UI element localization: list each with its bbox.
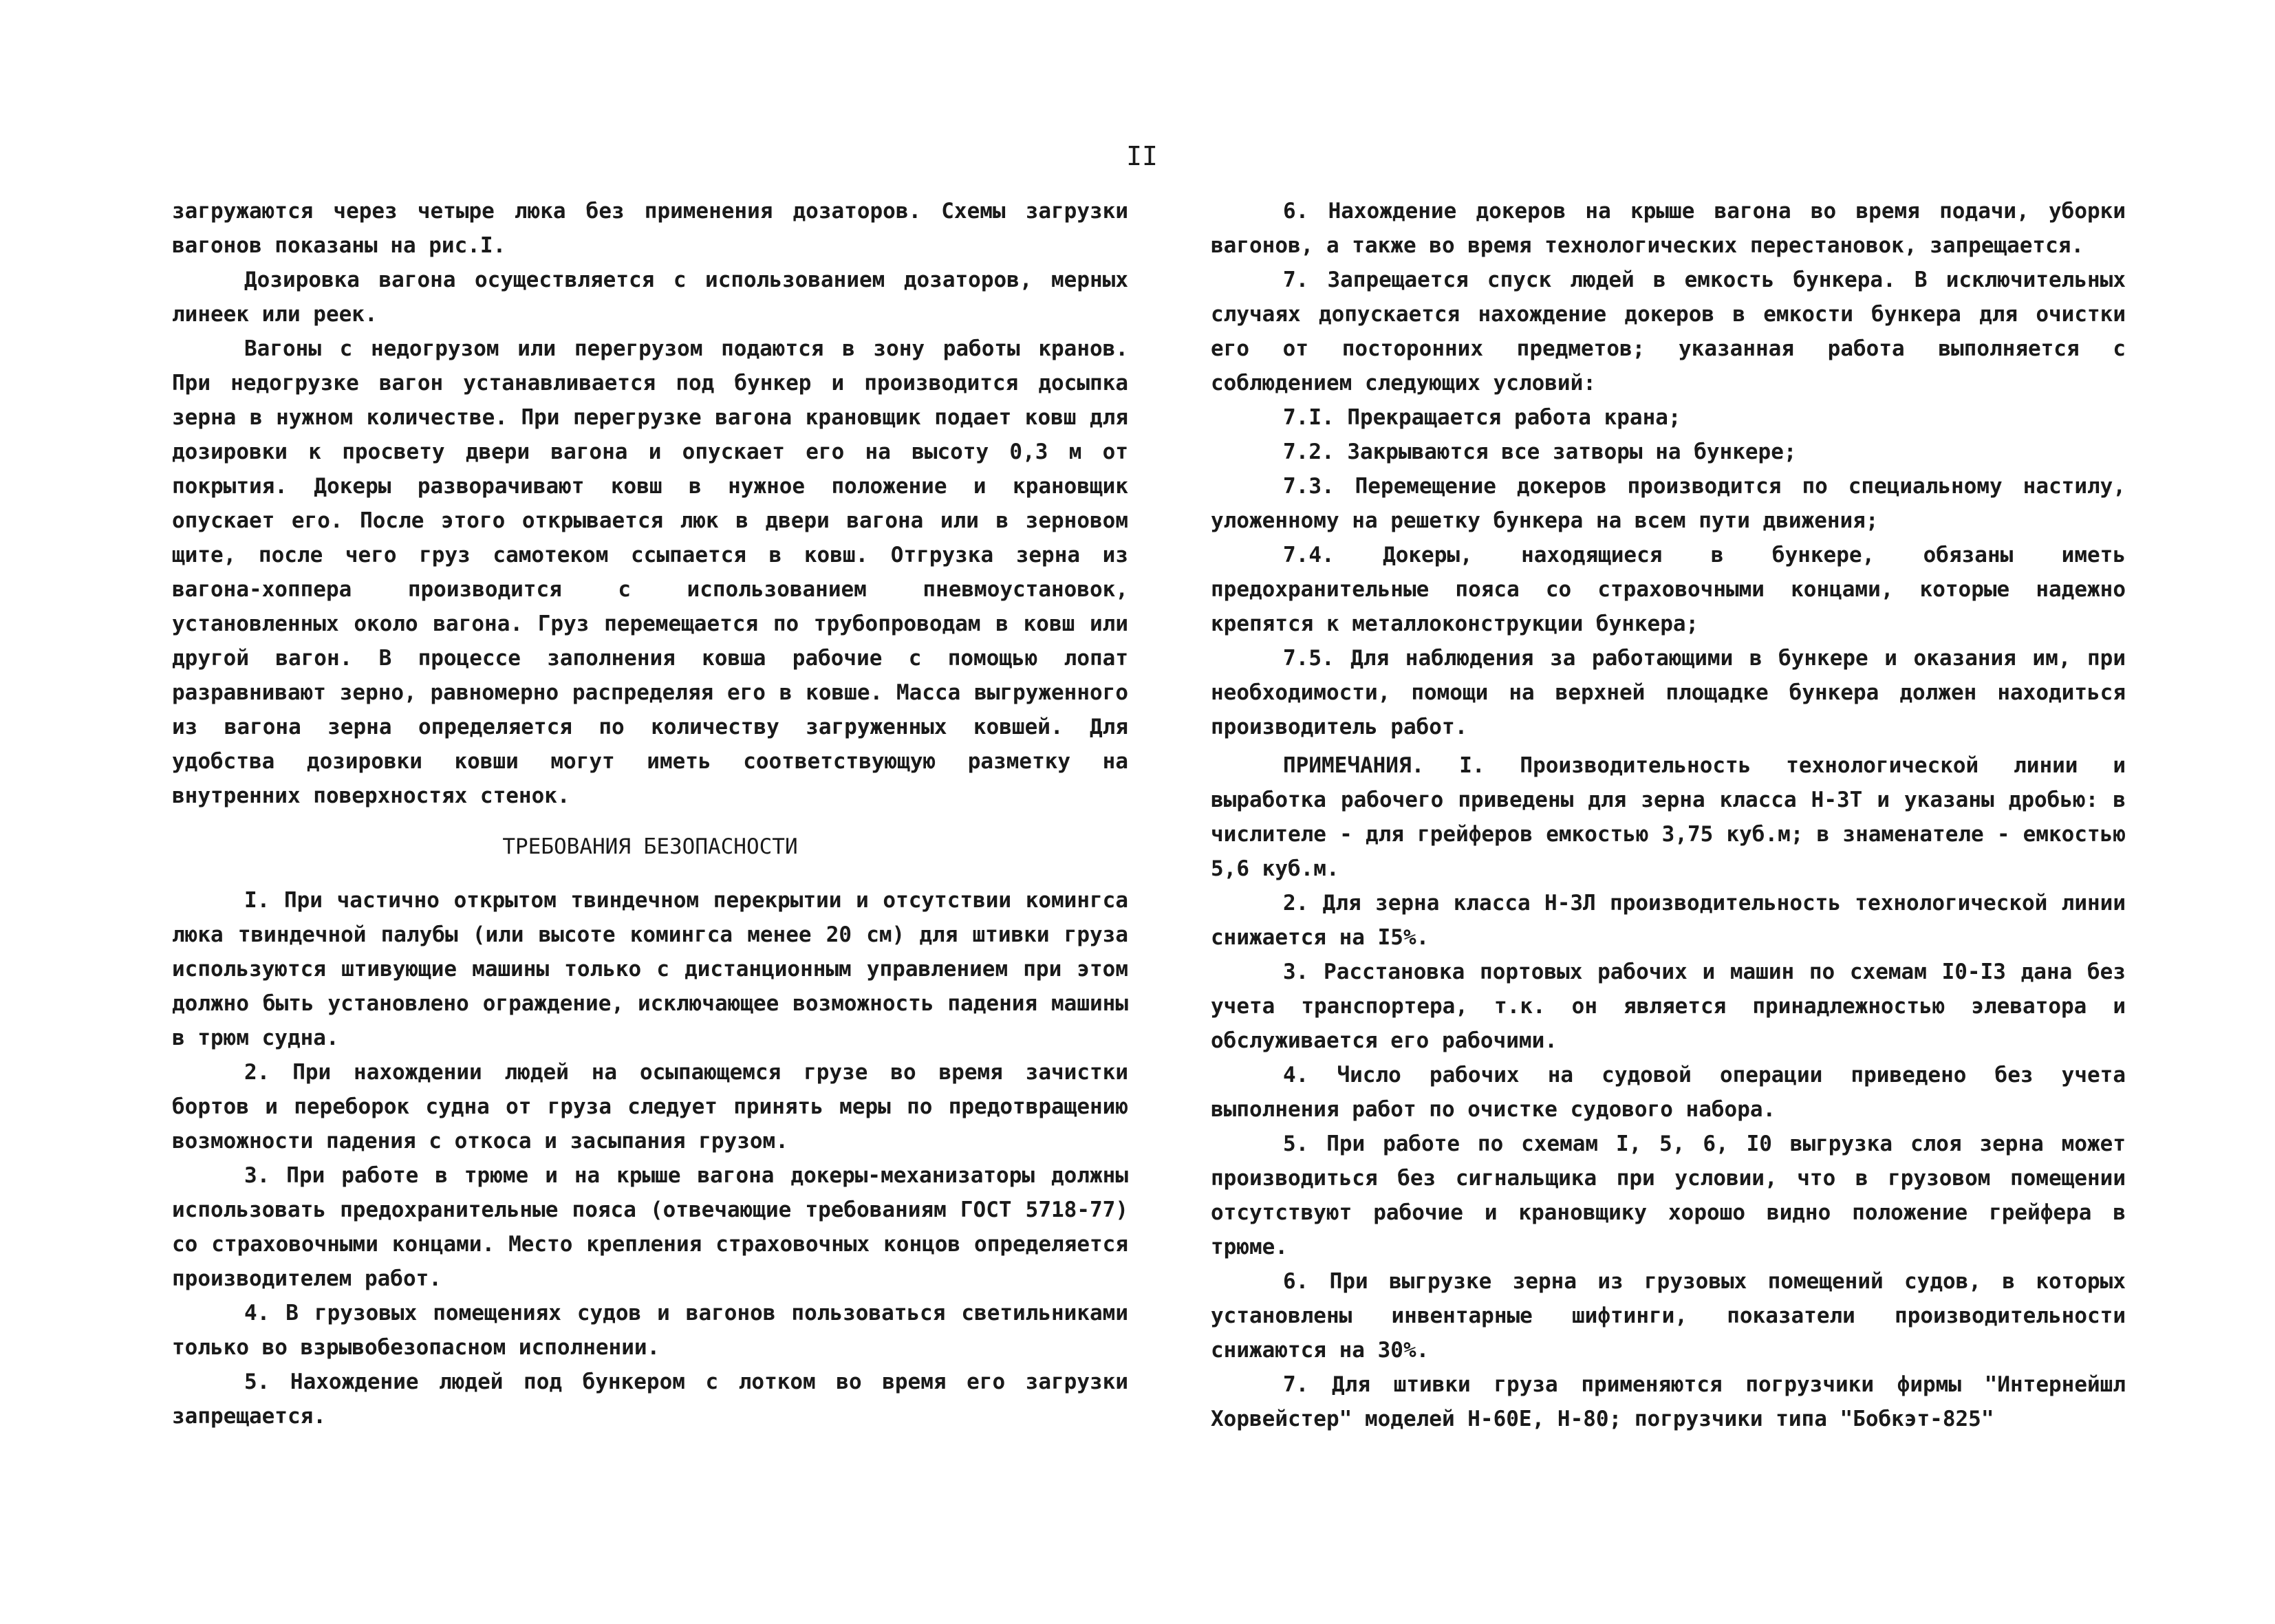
- note: 3. Расстановка портовых рабочих и машин по схемам I0-I3 дана без учета транспортера, т.к. он является принадлежностью элеватора и обслуживается его рабочими.: [1211, 960, 2126, 1053]
- safety-item: 4. В грузовых помещениях судов и вагонов пользоваться светильниками только во взрывобезопасном исполнении.: [172, 1301, 1128, 1360]
- note: 2. Для зерна класса Н-3Л производительность технологической линии снижается на I5%.: [1211, 891, 2126, 950]
- note: 6. При выгрузке зерна из грузовых помещений судов, в которых установлены инвентарные шифтинги, показатели производительности снижаются на 30%.: [1211, 1269, 2126, 1363]
- note: 4. Число рабочих на судовой операции приведено без учета выполнения работ по очистке судового набора.: [1211, 1063, 2126, 1122]
- left-column: [172, 194, 1128, 1433]
- safety-item: 5. Нахождение людей под бункером с лотком во время его загрузки запрещается.: [172, 1369, 1128, 1429]
- safety-item: 6. Нахождение докеров на крыше вагона во время подачи, уборки вагонов, а также во время технологических перестановок, запрещается.: [1211, 199, 2126, 258]
- note: 7. Для штивки груза применяются погрузчики фирмы "Интернейшл Хорвейстер" моделей Н-60Е, Н-80; погрузчики типа "Бобкэт-825": [1211, 1372, 2126, 1431]
- safety-item: 7. Запрещается спуск людей в емкость бункера. В исключительных случаях допускается нахождение докеров в емкости бункера для очистки его от посторонних предметов; указанная работа выполняется с соблюдением следующих условий:: [1211, 268, 2126, 396]
- paragraph: Вагоны с недогрузом или перегрузом подаются в зону работы кранов. При недогрузке вагон устанавливается под бункер и производится досыпка зерна в нужном количестве. При перегрузке вагона крановщик подает ковш для дозировки к просвету двери вагона и опускает его на высоту 0,3 м от покрытия. Докеры разворачивают ковш в нужное положение и крановщик опускает его. После этого открывается люк в двери вагона или в зерновом щите, после чего груз самотеком ссыпается в ковш. Отгрузка зерна из вагона-хоппера производится с использованием пневмоустановок, установленных около вагона. Груз перемещается по трубопроводам в ковш или другой вагон. В процессе заполнения ковша рабочие с помощью лопат разравнивают зерно, равномерно распределяя его в ковше. Масса выгруженного из вагона зерна определяется по количеству загруженных ковшей. Для удобства дозировки ковши могут иметь соответствующую разметку на внутренних поверхностях стенок.: [172, 336, 1128, 808]
- page-number: II: [1126, 141, 1158, 171]
- section-title: ТРЕБОВАНИЯ БЕЗОПАСНОСТИ: [502, 834, 798, 859]
- note: ПРИМЕЧАНИЯ. I. Производительность технологической линии и выработка рабочего приведены для зерна класса Н-3Т и указаны дробью: в числителе - для грейферов емкостью 3,75 куб.м; в знаменателе - емкостью 5,6 куб.м.: [1211, 753, 2126, 881]
- safety-subitem: 7.I. Прекращается работа крана;: [1283, 405, 1681, 430]
- safety-subitem: 7.2. Закрываются все затворы на бункере;: [1283, 440, 1797, 464]
- safety-item: 3. При работе в трюме и на крыше вагона докеры-механизаторы должны использовать предохранительные пояса (отвечающие требованиям ГОСТ 5718-77) со страховочными концами. Место крепления страховочных концов определяется производителем работ.: [172, 1163, 1128, 1291]
- paragraph: загружаются через четыре люка без применения дозаторов. Схемы загрузки вагонов показаны на рис.I.: [172, 199, 1128, 258]
- safety-item: I. При частично открытом твиндечном перекрытии и отсутствии комингса люка твиндечной палубы (или высоте комингса менее 20 см) для штивки груза используются штивующие машины только с дистанционным управлением при этом должно быть установлено ограждение, исключающее возможность падения машины в трюм судна.: [172, 888, 1128, 1050]
- safety-subitem: 7.3. Перемещение докеров производится по специальному настилу, уложенному на решетку бункера на всем пути движения;: [1211, 474, 2126, 533]
- note: 5. При работе по схемам I, 5, 6, I0 выгрузка слоя зерна может производиться без сигнальщика при условии, что в грузовом помещении отсутствуют рабочие и крановщику хорошо видно положение грейфера в трюме.: [1211, 1132, 2126, 1259]
- right-column: [1211, 194, 2126, 1436]
- paragraph: Дозировка вагона осуществляется с использованием дозаторов, мерных линеек или реек.: [172, 268, 1128, 327]
- safety-subitem: 7.5. Для наблюдения за работающими в бункере и оказания им, при необходимости, помощи на верхней площадке бункера должен находиться производитель работ.: [1211, 646, 2126, 739]
- safety-item: 2. При нахождении людей на осыпающемся грузе во время зачистки бортов и переборок судна от груза следует принять меры по предотвращению возможности падения с откоса и засыпания грузом.: [172, 1060, 1128, 1154]
- safety-subitem: 7.4. Докеры, находящиеся в бункере, обязаны иметь предохранительные пояса со страховочными концами, которые надежно крепятся к металлоконструкции бункера;: [1211, 543, 2126, 636]
